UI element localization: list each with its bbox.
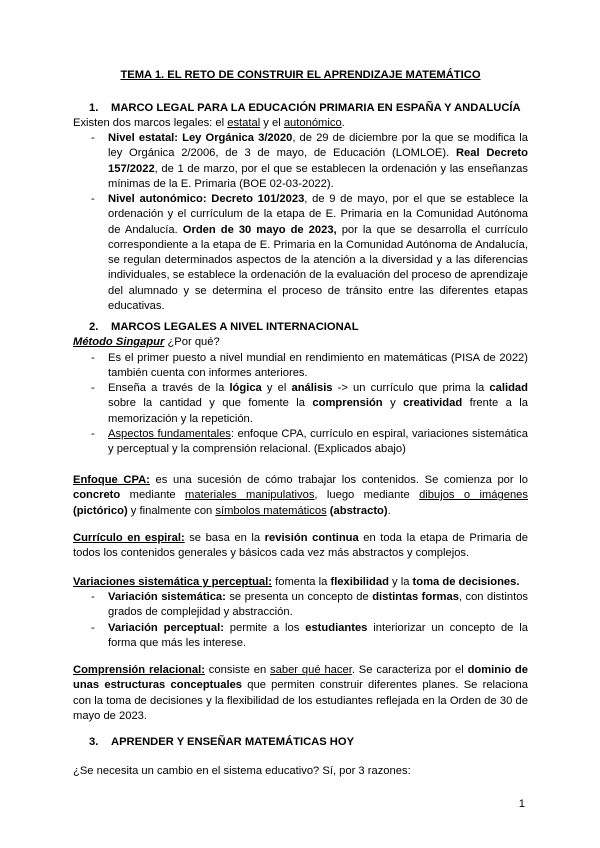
page-number: 1: [518, 798, 525, 810]
comprension-relacional-paragraph: Comprensión relacional: consiste en saber qué hacer. Se caracteriza por el dominio de unas estructuras conceptuales que permiten construir diferentes planes. Se relaciona con la toma de decisiones y la flexibilidad de los estudiantes reflejada en la Orden de 30 de mayo de 2023.: [73, 664, 529, 722]
section-2-number: 2.: [89, 321, 99, 333]
bullet-dash: -: [91, 352, 95, 364]
section-1-intro: Existen dos marcos legales: el estatal y el autonómico.: [73, 117, 345, 129]
bullet-text: Aspectos fundamentales: enfoque CPA, currículo en espiral, variaciones sistemática y perceptual y la comprensión relacional. (Explicados abajo): [108, 428, 528, 456]
bullet-text: Variación perceptual: permite a los estudiantes interiorizar un concepto de la forma que más les interese.: [108, 622, 528, 650]
variaciones-paragraph: Variaciones sistemática y perceptual: fomenta la flexibilidad y la toma de decisiones.: [73, 576, 520, 588]
section-1-heading: [73, 101, 528, 116]
document-title: TEMA 1. EL RETO DE CONSTRUIR EL APRENDIZAJE MATEMÁTICO: [120, 69, 481, 81]
section-3-title: APRENDER Y ENSEÑAR MATEMÁTICAS HOY: [111, 736, 355, 748]
bullet-dash: -: [91, 193, 95, 205]
bullet-dash: -: [91, 428, 95, 440]
bullet-text: Nivel autonómico: Decreto 101/2023, de 9 de mayo, por el que se establece la ordenación y el currículum de la etapa de E. Primaria en la Comunidad Autónoma de Andalucía. Orden de 30 mayo de 2023, por la que se desarrolla el currículo correspondiente a la etapa de E. Primaria en la Comunidad Autónoma de Andalucía, se regulan determinados aspectos de la atención a la diversidad y a las diferencias individuales, se establece la ordenación de la evaluación del proceso de aprendizaje del alumnado y se determina el proceso de tránsito entre las diferentes etapas educativas.: [108, 193, 528, 313]
bullet-text: Enseña a través de la lógica y el análisis -> un currículo que prima la calidad sobre la cantidad y que fomente la comprensión y creatividad frente a la memorización y la repetición.: [108, 382, 528, 425]
section-3-number: 3.: [89, 736, 99, 748]
bullet-dash: -: [91, 382, 95, 394]
section-1-number: 1.: [89, 102, 99, 114]
section-1-title: MARCO LEGAL PARA LA EDUCACIÓN PRIMARIA EN ESPAÑA Y ANDALUCÍA: [111, 102, 521, 114]
bullet-dash: -: [91, 591, 95, 603]
section-2-heading: [73, 320, 528, 335]
metodo-singapur-line: Método Singapur ¿Por qué?: [73, 336, 220, 348]
section-3-heading: [73, 735, 528, 750]
bullet-dash: -: [91, 132, 95, 144]
bullet-dash: -: [91, 622, 95, 634]
bullet-text: Variación sistemática: se presenta un concepto de distintas formas, con distintos grados de complejidad y abstracción.: [108, 591, 529, 619]
bullet-text: Nivel estatal: Ley Orgánica 3/2020, de 29 de diciembre por la que se modifica la ley Orgánica 2/2006, de 3 de mayo, de Educación (LOMLOE). Real Decreto 157/2022, de 1 de marzo, por el que se establecen la ordenación y las enseñanzas mínimas de la E. Primaria (BOE 02-03-2022).: [108, 132, 528, 190]
curriculo-espiral-paragraph: Currículo en espiral: se basa en la revisión continua en toda la etapa de Primaria de todos los contenidos generales y básicos cada vez más abstractos y complejos.: [73, 532, 529, 560]
section-3-question: ¿Se necesita un cambio en el sistema educativo? Sí, por 3 razones:: [73, 765, 411, 777]
section-2-title: MARCOS LEGALES A NIVEL INTERNACIONAL: [111, 321, 359, 333]
enfoque-cpa-paragraph: Enfoque CPA: es una sucesión de cómo trabajar los contenidos. Se comienza por lo concreto mediante materiales manipulativos, luego mediante dibujos o imágenes (pictórico) y finalmente con símbolos matemáticos (abstracto).: [73, 474, 528, 517]
bullet-text: Es el primer puesto a nivel mundial en rendimiento en matemáticas (PISA de 2022) también cuenta con informes anteriores.: [108, 352, 528, 380]
